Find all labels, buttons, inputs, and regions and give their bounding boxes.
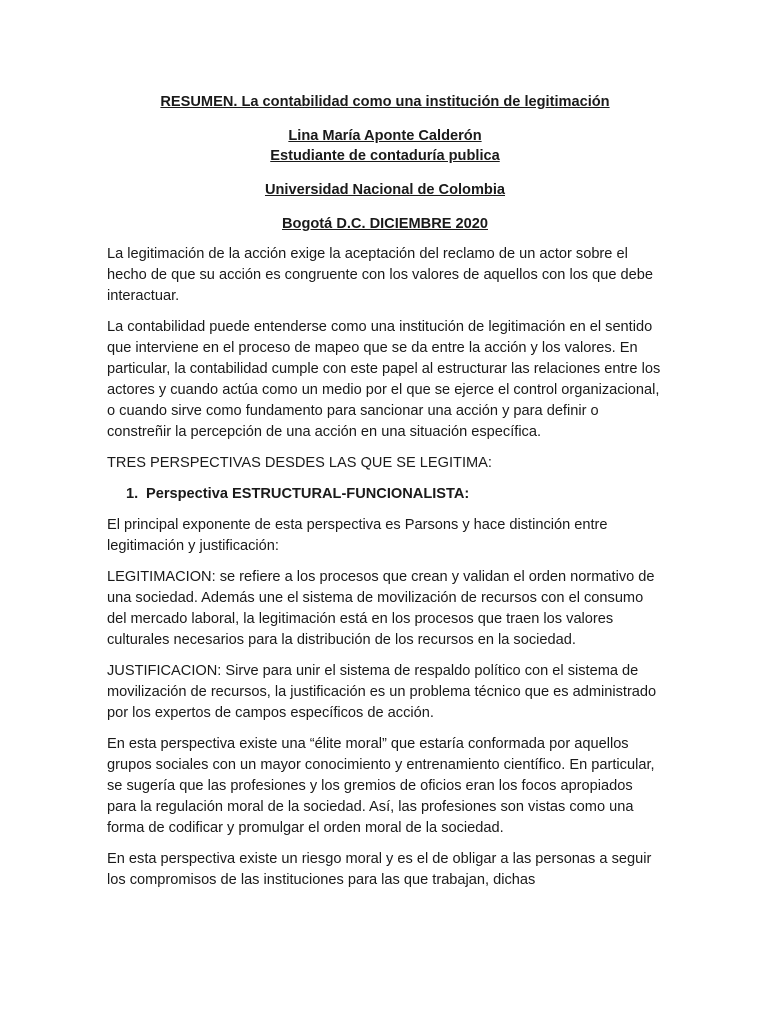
paragraph-3: TRES PERSPECTIVAS DESDES LAS QUE SE LEGITIMA:: [107, 455, 492, 471]
university-name: Universidad Nacional de Colombia: [264, 182, 506, 198]
author-role: Estudiante de contaduría publica: [270, 148, 500, 164]
document-title: RESUMEN. La contabilidad como una institución de legitimación: [160, 94, 610, 110]
document-page: [107, 92, 663, 891]
paragraph-4: El principal exponente de esta perspectiva es Parsons y hace distinción entre legitimación y justificación:: [107, 517, 608, 554]
paragraph-8: En esta perspectiva existe un riesgo moral y es el de obligar a las personas a seguir los compromisos de las instituciones para las que trabajan, dichas: [107, 851, 652, 888]
list-item-1: [107, 484, 663, 505]
place-date: Bogotá D.C. DICIEMBRE 2020: [282, 216, 488, 232]
paragraph-1: La legitimación de la acción exige la aceptación del reclamo de un actor sobre el hecho de que su acción es congruente con los valores de aquellos con los que debe interactuar.: [107, 246, 654, 304]
paragraph-2: La contabilidad puede entenderse como una institución de legitimación en el sentido que interviene en el proceso de mapeo que se da entre la acción y los valores. En particular, la contabilidad cumple con este papel al estructurar las relaciones entre los actores y cuando actúa como un medio por el que se ejerce el control organizacional, o cuando sirve como fundamento para sancionar una acción y para definir o constreñir la percepción de una acción en una situación específica.: [107, 319, 661, 440]
list-number: 1.: [126, 486, 139, 502]
paragraph-6: JUSTIFICACION: Sirve para unir el sistema de respaldo político con el sistema de movilización de recursos, la justificación es un problema técnico que es administrado por los expertos de campos específicos de acción.: [107, 663, 657, 721]
paragraph-5: LEGITIMACION: se refiere a los procesos que crean y validan el orden normativo de una sociedad. Además une el sistema de movilización de recursos con el consumo del mercado laboral, la legitimación está en los procesos que traen los valores culturales necesarios para la distribución de los recursos en la sociedad.: [107, 569, 655, 648]
paragraph-7: En esta perspectiva existe una “élite moral” que estaría conformada por aquellos grupos sociales con un mayor conocimiento y entrenamiento científico. En particular, se sugería que las profesiones y los gremios de oficios eran los focos apropiados para la regulación moral de la sociedad. Así, las profesiones son vistas como una forma de codificar y promulgar el orden moral de la sociedad.: [107, 736, 655, 836]
author-name: Lina María Aponte Calderón: [288, 128, 482, 144]
list-label: Perspectiva ESTRUCTURAL-FUNCIONALISTA:: [146, 486, 470, 502]
